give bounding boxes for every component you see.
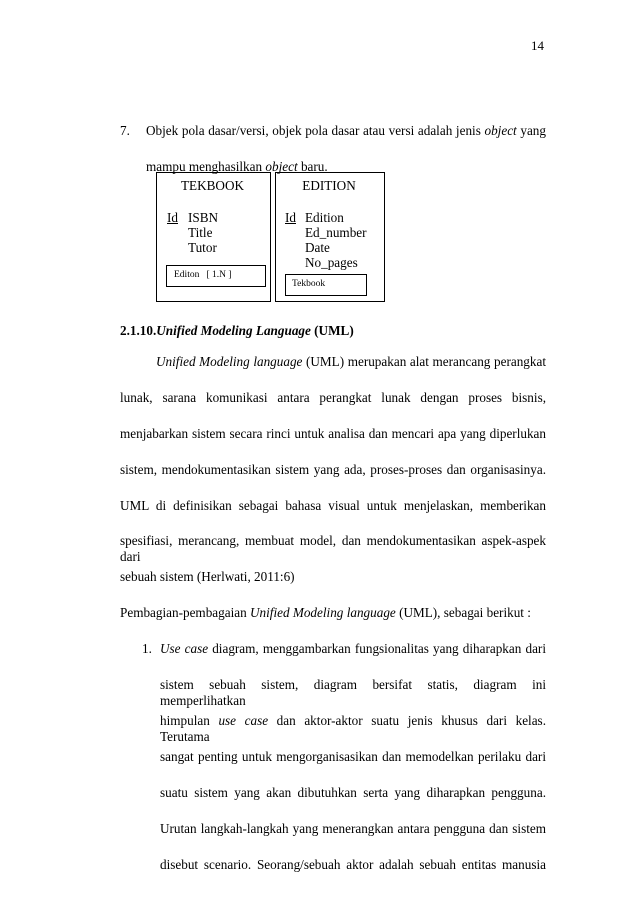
list-item-1-line-4: sangat penting untuk mengorganisasikan dan memodelkan perilaku dari [160,749,546,764]
item-7-line-2-text: mampu menghasilkan [146,159,266,174]
para-1-line-6: spesifiasi, merancang, membuat model, dan mendokumentasikan aspek-aspek dari [120,533,546,564]
para-1-line-3: menjabarkan sistem secara rinci untuk analisa dan mencari apa yang diperlukan [120,426,546,441]
list-item-1-use-case-term: Use case [160,641,209,656]
list-item-1-line-7: disebut scenario. Seorang/sebuah aktor adalah sebuah entitas manusia [160,857,546,872]
section-number: 2.1.10. [120,323,157,338]
para-1-line-1 [156,354,546,370]
list-item-1-line-5: suatu sistem yang akan dibutuhkan serta yang diharapkan pengguna. [160,785,546,800]
edition-field-date: Date [305,240,330,255]
item-7-text: Objek pola dasar/versi, objek pola dasar atau versi adalah jenis [146,123,485,138]
section-title: Unified Modeling Language [156,323,311,338]
list-item-1-line-3 [160,713,546,745]
tekbook-field-tutor: Tutor [188,240,217,255]
para-1-line-4: sistem, mendokumentasikan sistem yang ada, proses-proses dan organisasinya. [120,462,546,477]
list-item-1-line-2: sistem sebuah sistem, diagram bersifat statis, diagram ini memperlihatkan [160,677,546,708]
list-item-1-number: 1. [142,641,152,656]
para-2-uml-term: Unified Modeling language [250,605,396,620]
list-item-1-line-3-term: use case [218,713,269,728]
item-7-text-end: yang [520,123,546,138]
edition-field-no-pages: No_pages [305,255,358,270]
tekbook-id-label [167,210,178,226]
para-1-line-1-text: (UML) merupakan alat merancang perangkat [302,354,546,369]
para-2-text: Pembagian-pembagaian [120,605,250,620]
tekbook-field-title: Title [188,225,213,240]
tekbook-field-isbn: ISBN [188,210,219,225]
edition-field-edition: Edition [305,210,344,225]
tekbook-id-underline: Id [167,210,178,225]
item-7-line-2-object-term: object [265,159,298,174]
edition-field-ed-number: Ed_number [305,225,367,240]
edition-title: EDITION [302,178,356,193]
item-7-object-term: object [484,123,517,138]
page-number: 14 [531,38,544,53]
item-7-line-1 [146,123,546,139]
edition-id-label [285,210,296,226]
list-item-1-line-6: Urutan langkah-langkah yang menerangkan antara pengguna dan sistem [160,821,546,836]
para-2 [120,605,531,621]
edition-relation-label: Tekbook [292,279,326,289]
edition-id-underline: Id [285,210,296,225]
para-1-uml-term: Unified Modeling language [156,354,303,369]
list-item-1-line-3-pre: himpulan [160,713,219,728]
tekbook-title: TEKBOOK [180,178,244,193]
item-7-number: 7. [120,123,130,138]
list-item-1-line-1-text: diagram, menggambarkan fungsionalitas yang diharapkan dari [208,641,546,656]
tekbook-relation-label: Editon [ 1.N ] [174,270,232,280]
list-item-1-line-3-post: dan aktor-aktor suatu jenis khusus dari kelas. Terutama [160,713,546,744]
item-7-line-2-end: baru. [297,159,328,174]
para-1-last-line: sebuah sistem (Herlwati, 2011:6) [120,569,295,584]
section-heading [120,323,354,339]
section-title-suffix: (UML) [310,323,354,338]
para-2-suffix: (UML), sebagai berikut : [395,605,531,620]
list-item-1-line-1 [160,641,546,657]
para-1-line-2: lunak, sarana komunikasi antara perangkat lunak dengan proses bisnis, [120,390,546,405]
para-1-line-5: UML di definisikan sebagai bahasa visual untuk menjelaskan, memberikan [120,498,546,513]
